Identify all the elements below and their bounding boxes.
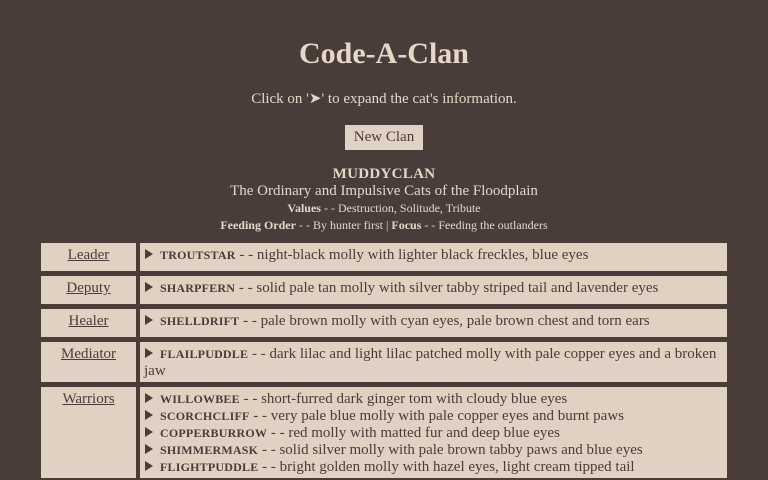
cat-name: SCORCHCLIFF [160, 409, 250, 423]
clan-feeding-focus [0, 217, 768, 234]
cat-entry [144, 247, 723, 264]
expand-arrow-icon[interactable] [145, 249, 153, 259]
cats-cell [140, 342, 727, 382]
cat-description: - - very pale blue molly with pale copper eyes and burnt paws [249, 408, 625, 424]
values-text: - - Destruction, Solitude, Tribute [320, 201, 481, 215]
cat-description: - - solid silver molly with pale brown tabby paws and blue eyes [258, 442, 643, 458]
instructions-text: Click on '➤' to expand the cat's information. [251, 91, 517, 107]
cat-description: - - bright golden molly with hazel eyes, light cream tipped tail [258, 459, 635, 475]
rank-cell [41, 309, 136, 337]
expand-arrow-icon[interactable] [145, 461, 153, 471]
rank-link-deputy[interactable]: Deputy [66, 280, 111, 296]
clan-values [0, 200, 768, 217]
focus-label: Focus [391, 218, 422, 232]
cat-description: - - dark lilac and light lilac patched molly with pale copper eyes and a broken jaw [144, 346, 717, 379]
cat-entry [144, 442, 723, 459]
rank-link-leader[interactable]: Leader [67, 247, 110, 263]
rank-cell [41, 387, 136, 478]
clan-roster-table [37, 238, 731, 480]
rank-cell [41, 243, 136, 271]
rank-cell [41, 342, 136, 382]
cats-cell [140, 243, 727, 271]
rank-row-leader [41, 243, 727, 271]
rank-cell [41, 276, 136, 304]
cat-description: - - solid pale tan molly with silver tabby striped tail and lavender eyes [235, 280, 659, 296]
cat-entry [144, 313, 723, 330]
cat-description: - - red molly with matted fur and deep blue eyes [267, 425, 560, 441]
cat-entry [144, 280, 723, 297]
focus-text: - - Feeding the outlanders [421, 218, 548, 232]
cat-entry [144, 346, 723, 380]
rank-link-mediator[interactable]: Mediator [61, 346, 116, 362]
values-label: Values [287, 201, 321, 215]
cat-entry [144, 408, 723, 425]
cat-name: TROUTSTAR [160, 248, 236, 262]
cats-cell [140, 387, 727, 478]
expand-arrow-icon[interactable] [145, 282, 153, 292]
cat-name: SHIMMERMASK [160, 443, 259, 457]
expand-arrow-icon[interactable] [145, 444, 153, 454]
expand-arrow-icon[interactable] [145, 348, 153, 358]
cats-cell [140, 309, 727, 337]
expand-arrow-icon[interactable] [145, 410, 153, 420]
new-clan-button[interactable]: New Clan [345, 125, 423, 150]
rank-link-warriors[interactable]: Warriors [62, 391, 115, 407]
rank-row-deputy [41, 276, 727, 304]
expand-arrow-icon[interactable] [145, 393, 153, 403]
rank-row-healer [41, 309, 727, 337]
expand-arrow-icon[interactable] [145, 315, 153, 325]
cat-entry [144, 391, 723, 408]
feeding-text: - - By hunter first | [295, 218, 392, 232]
cat-name: WILLOWBEE [160, 392, 240, 406]
cat-description: - - pale brown molly with cyan eyes, pale brown chest and torn ears [239, 313, 650, 329]
rank-row-warriors [41, 387, 727, 478]
cat-name: FLIGHTPUDDLE [160, 460, 259, 474]
cat-name: COPPERBURROW [160, 426, 268, 440]
cats-cell [140, 276, 727, 304]
cat-description: - - short-furred dark ginger tom with cloudy blue eyes [239, 391, 568, 407]
rank-link-healer[interactable]: Healer [68, 313, 109, 329]
page-title: Code-A-Clan [299, 37, 469, 70]
clan-description: The Ordinary and Impulsive Cats of the Floodplain [230, 183, 538, 199]
cat-entry [144, 425, 723, 442]
cat-entry [144, 459, 723, 476]
cat-description: - - night-black molly with lighter black freckles, blue eyes [235, 247, 589, 263]
cat-name: SHARPFERN [160, 281, 236, 295]
rank-row-mediator [41, 342, 727, 382]
expand-arrow-icon[interactable] [145, 427, 153, 437]
feeding-label: Feeding Order [220, 218, 296, 232]
cat-name: SHELLDRIFT [160, 314, 240, 328]
clan-name: MUDDYCLAN [332, 166, 436, 182]
cat-name: FLAILPUDDLE [160, 347, 249, 361]
